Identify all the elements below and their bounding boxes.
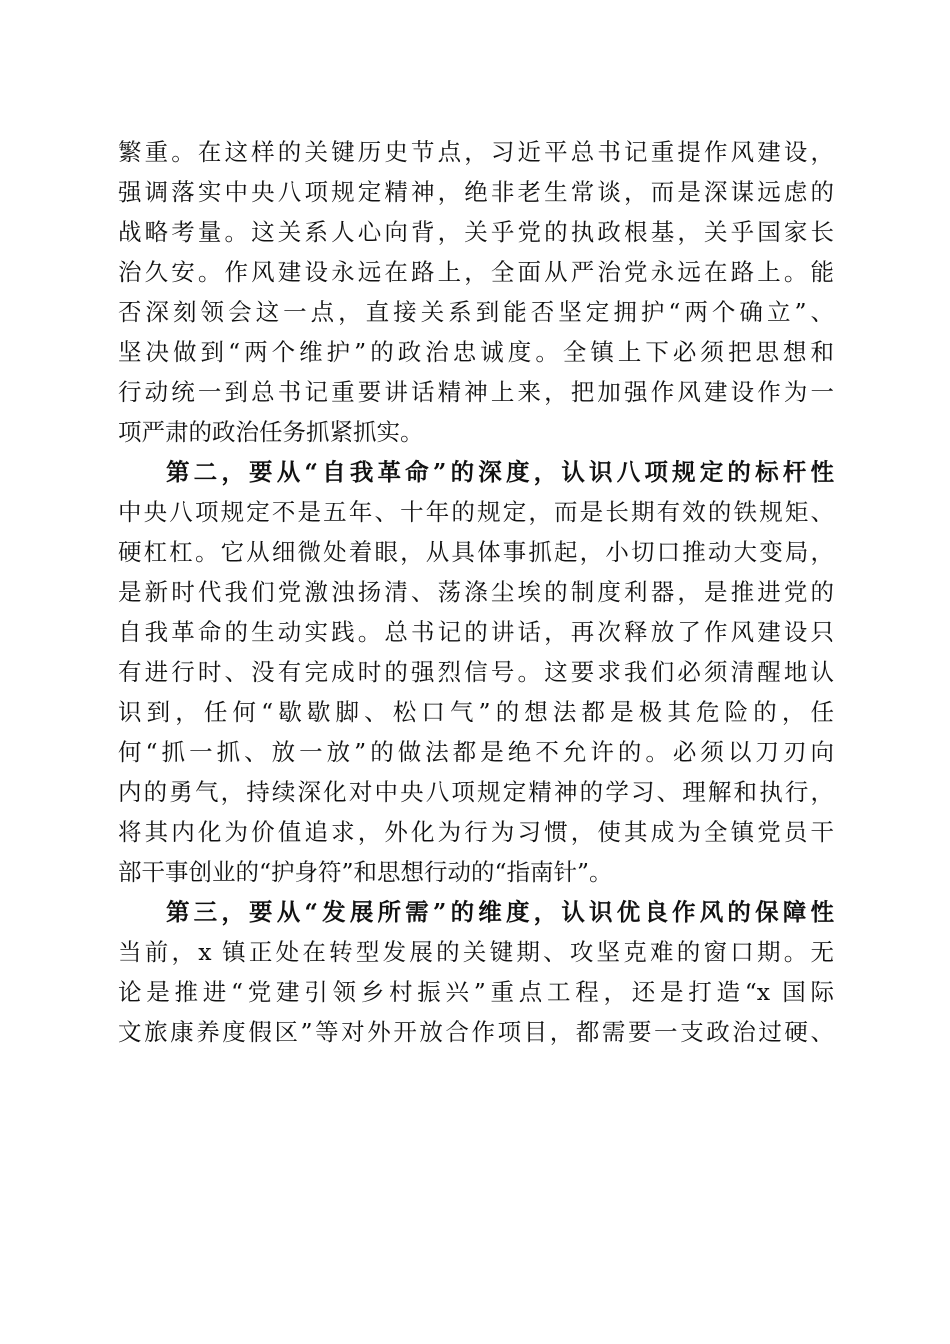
text-line: 论是推进“党建引领乡村振兴”重点工程，还是打造“x 国际 bbox=[118, 978, 834, 1006]
text-line: 治久安。作风建设永远在路上，全面从严治党永远在路上。能 bbox=[118, 258, 834, 286]
text-line: 自我革命的生动实践。总书记的讲话，再次释放了作风建设只 bbox=[118, 618, 834, 646]
text-line: 战略考量。这关系人心向背，关乎党的执政根基，关乎国家长 bbox=[118, 218, 834, 246]
text-line: 内的勇气，持续深化对中央八项规定精神的学习、理解和执行， bbox=[118, 778, 834, 806]
text-line: 何“抓一抓、放一放”的做法都是绝不允许的。必须以刀刃向 bbox=[118, 738, 834, 766]
text-line: 中央八项规定不是五年、十年的规定，而是长期有效的铁规矩、 bbox=[118, 498, 834, 526]
text-line: 强调落实中央八项规定精神，绝非老生常谈，而是深谋远虑的 bbox=[118, 178, 834, 206]
paragraph-1 bbox=[118, 132, 834, 452]
text-line: 将其内化为价值追求，外化为行为习惯，使其成为全镇党员干 bbox=[118, 818, 834, 846]
text-line: 否深刻领会这一点，直接关系到能否坚定拥护“两个确立”、 bbox=[118, 298, 834, 326]
text-line: 文旅康养度假区”等对外开放合作项目，都需要一支政治过硬、 bbox=[118, 1018, 834, 1046]
section-2-heading: 第二，要从“自我革命”的深度，认识八项规定的标杆性 bbox=[166, 458, 834, 486]
text-line: 部干事创业的“护身符”和思想行动的“指南针”。 bbox=[118, 858, 613, 886]
text-line: 是新时代我们党激浊扬清、荡涤尘埃的制度利器，是推进党的 bbox=[118, 578, 834, 606]
text-line: 识到，任何“歇歇脚、松口气”的想法都是极其危险的，任 bbox=[118, 698, 834, 726]
text-line: 项严肃的政治任务抓紧抓实。 bbox=[118, 418, 424, 446]
section-2 bbox=[118, 452, 834, 892]
document-page bbox=[118, 132, 834, 1052]
section-3 bbox=[118, 892, 834, 1052]
text-line: 行动统一到总书记重要讲话精神上来，把加强作风建设作为一 bbox=[118, 378, 834, 406]
text-line: 有进行时、没有完成时的强烈信号。这要求我们必须清醒地认 bbox=[118, 658, 834, 686]
text-line: 坚决做到“两个维护”的政治忠诚度。全镇上下必须把思想和 bbox=[118, 338, 834, 366]
text-line: 繁重。在这样的关键历史节点，习近平总书记重提作风建设， bbox=[118, 138, 834, 166]
text-line: 硬杠杠。它从细微处着眼，从具体事抓起，小切口推动大变局， bbox=[118, 538, 834, 566]
text-line: 当前，x 镇正处在转型发展的关键期、攻坚克难的窗口期。无 bbox=[118, 938, 834, 966]
section-3-heading: 第三，要从“发展所需”的维度，认识优良作风的保障性 bbox=[166, 898, 834, 926]
